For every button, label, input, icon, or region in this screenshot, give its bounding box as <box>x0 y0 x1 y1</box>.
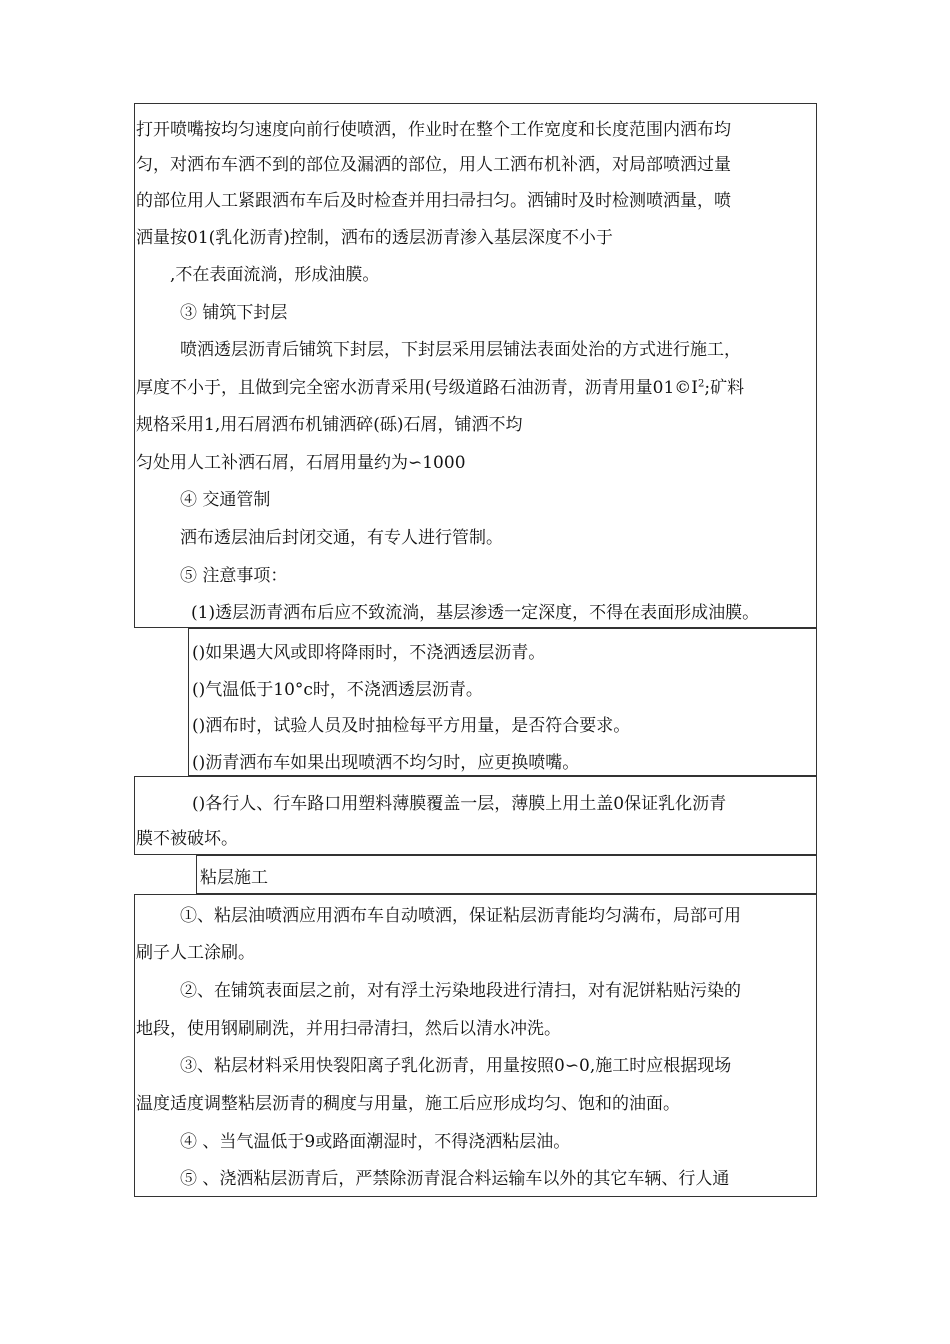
text-line: 匀，对洒布车洒不到的部位及漏洒的部位，用人工洒布机补洒，对局部喷洒过量 <box>136 155 731 175</box>
text-line: ④ 、当气温低于9或路面潮湿时，不得浇洒粘层油。 <box>180 1132 571 1152</box>
text-line: ①、粘层油喷洒应用洒布车自动喷洒，保证粘层沥青能均匀满布，局部可用 <box>180 906 741 926</box>
section-title: 粘层施工 <box>200 868 268 888</box>
text-line: 地段，使用钢刷刷洗，并用扫帚清扫，然后以清水冲洗。 <box>136 1019 561 1039</box>
text-line: ()如果遇大风或即将降雨时，不浇洒透层沥青。 <box>192 643 546 663</box>
text-line: 洒量按01(乳化沥青)控制，洒布的透层沥青渗入基层深度不小于 <box>136 228 613 248</box>
text-line: 匀处用人工补洒石屑，石屑用量约为∽1000 <box>136 453 466 473</box>
text-fragment: ;矿料 <box>704 378 745 398</box>
text-line <box>136 378 744 398</box>
text-line: ③、粘层材料采用快裂阳离子乳化沥青，用量按照0∽0,施工时应根据现场 <box>180 1056 732 1076</box>
section-box-spraying <box>134 103 817 628</box>
text-line: 刷子人工涂刷。 <box>136 943 255 963</box>
text-line: ()各行人、行车路口用塑料薄膜覆盖一层，薄膜上用土盖0保证乳化沥青 <box>192 794 727 814</box>
text-line: 喷洒透层沥青后铺筑下封层，下封层采用层铺法表面处治的方式进行施工， <box>180 340 741 360</box>
text-line: (1)透层沥青洒布后应不致流淌，基层渗透一定深度，不得在表面形成油膜。 <box>191 603 760 623</box>
text-line: 膜不被破坏。 <box>136 829 238 849</box>
text-line: ()气温低于10°c时，不浇洒透层沥青。 <box>192 680 483 700</box>
text-line: ②、在铺筑表面层之前，对有浮土污染地段进行清扫，对有泥饼粘贴污染的 <box>180 981 741 1001</box>
heading-box <box>196 855 817 894</box>
text-fragment: 厚度不小于，且做到完全密水沥青采用(号级道路石油沥青，沥青用量01©I <box>136 378 698 398</box>
section-heading: ③ 铺筑下封层 <box>180 303 288 323</box>
section-heading: ⑤ 注意事项： <box>180 566 288 586</box>
section-heading: ④ 交通管制 <box>180 490 271 510</box>
text-line: ()沥青洒布车如果出现喷洒不均匀时，应更换喷嘴。 <box>192 753 580 773</box>
text-line: 洒布透层油后封闭交通，有专人进行管制。 <box>180 528 503 548</box>
text-line: 规格采用1,用石屑洒布机铺洒碎(砾)石屑，铺洒不均 <box>136 415 523 435</box>
text-line: 的部位用人工紧跟洒布车后及时检查并用扫帚扫匀。洒铺时及时检测喷洒量，喷 <box>136 191 731 211</box>
text-line: 温度适度调整粘层沥青的稠度与用量，施工后应形成均匀、饱和的油面。 <box>136 1094 680 1114</box>
text-line: ,不在表面流淌，形成油膜。 <box>170 265 380 285</box>
text-line: ⑤ 、浇洒粘层沥青后，严禁除沥青混合料运输车以外的其它车辆、行人通 <box>180 1169 730 1189</box>
text-line: 打开喷嘴按均匀速度向前行使喷洒，作业时在整个工作宽度和长度范围内洒布均 <box>136 120 731 140</box>
superscript: 2 <box>697 378 705 390</box>
text-line: ()洒布时，试验人员及时抽检每平方用量，是否符合要求。 <box>192 716 631 736</box>
